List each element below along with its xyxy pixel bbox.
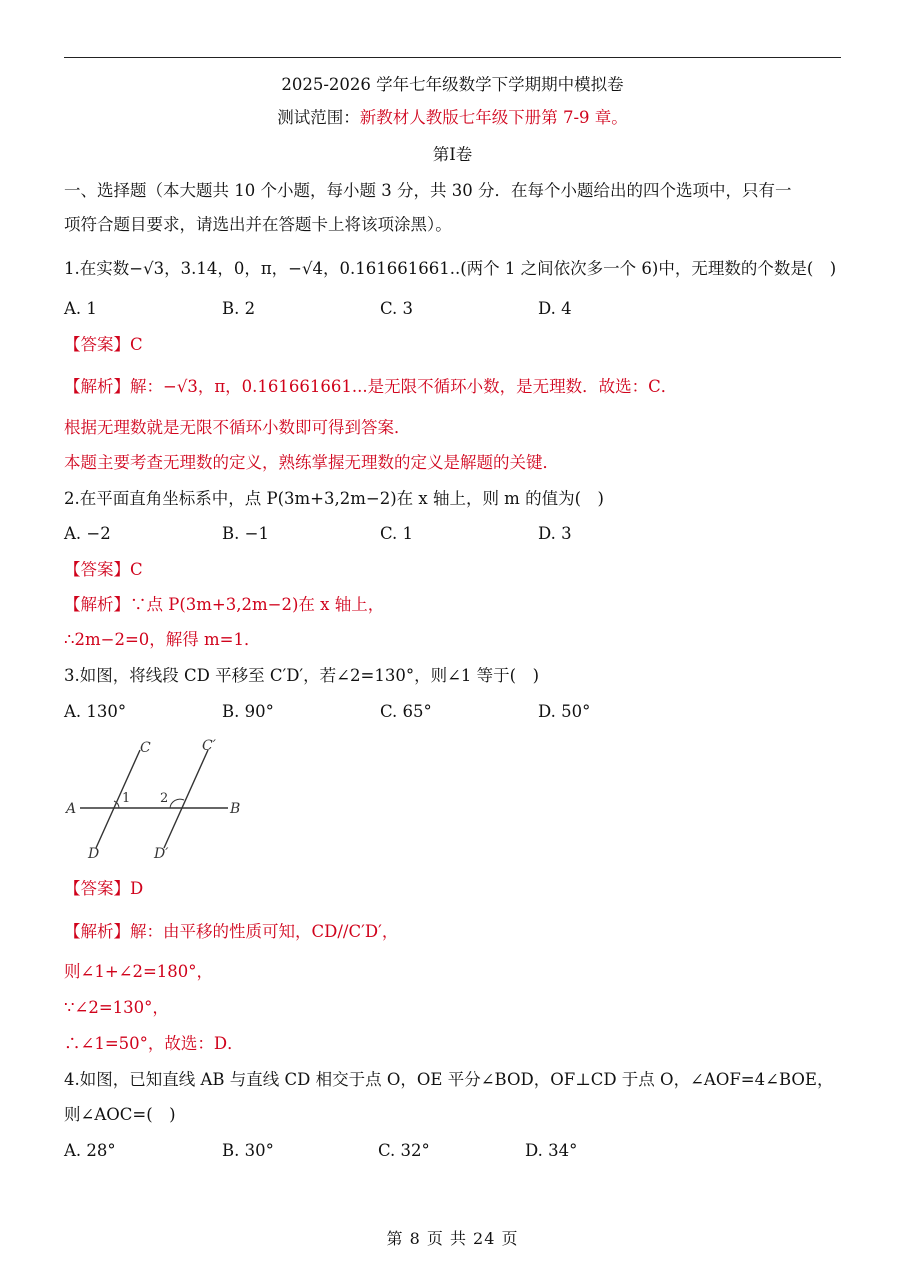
q1-option-c: C. 3 <box>380 299 414 318</box>
q1-option-d: D. 4 <box>538 299 572 318</box>
q1-answer: 【答案】C <box>64 335 143 354</box>
test-scope <box>0 107 905 129</box>
q3-option-b: B. 90° <box>222 702 274 721</box>
q3-answer: 【答案】D <box>64 879 144 898</box>
q1-analysis-line3: 本题主要考查无理数的定义，熟练掌握无理数的定义是解题的关键． <box>64 453 559 472</box>
q3-option-d: D. 50° <box>538 702 591 721</box>
q4-option-b: B. 30° <box>222 1141 274 1160</box>
page-footer: 第 8 页 共 24 页 <box>386 1229 519 1248</box>
label-angle-2: 2 <box>160 791 169 806</box>
q3-option-a: A. 130° <box>64 702 127 721</box>
q2-option-c: C. 1 <box>380 524 414 543</box>
scope-label: 测试范围： <box>277 108 360 127</box>
q2-analysis-line2: ∴2m−2=0，解得 m=1． <box>64 630 261 649</box>
q2-answer: 【答案】C <box>64 560 143 579</box>
segment-c2d2 <box>164 750 208 848</box>
label-c: C <box>140 740 151 756</box>
q3-analysis-line1: 【解析】解：由平移的性质可知，CD//C′D′， <box>64 922 399 941</box>
section-instructions-line2: 项符合题目要求，请选出并在答题卡上将该项涂黑）。 <box>64 215 452 234</box>
q3-option-c: C. 65° <box>380 702 432 721</box>
q2-analysis-line1: 【解析】∵点 P(3m+3,2m−2)在 x 轴上， <box>64 595 385 614</box>
q4-stem-line1: 4.如图，已知直线 AB 与直线 CD 相交于点 O，OE 平分∠BOD，OF⊥CD 于点 O，∠AOF=4∠BOE， <box>64 1070 834 1089</box>
label-d: D <box>88 846 100 862</box>
q3-stem: 3.如图，将线段 CD 平移至 C′D′，若∠2=130°，则∠1 等于( ) <box>64 666 540 685</box>
q1-analysis-line1: 【解析】解：−√3，π，0.161661661...是无限不循环小数，是无理数．故选：C． <box>64 377 678 396</box>
label-c-prime: C′ <box>202 738 216 754</box>
label-a: A <box>66 801 77 817</box>
q1-analysis-line2: 根据无理数就是无限不循环小数即可得到答案． <box>64 418 411 437</box>
q4-stem-line2: 则∠AOC=( ) <box>64 1105 176 1124</box>
exam-title: 2025-2026 学年七年级数学下学期期中模拟卷 <box>281 75 624 94</box>
label-d-prime: D′ <box>154 846 169 862</box>
volume-heading: 第Ⅰ卷 <box>432 145 473 164</box>
q3-analysis-line4: ∴∠1=50°，故选：D． <box>64 1034 244 1053</box>
scope-value: 新教材人教版七年级下册第 7-9 章。 <box>359 108 628 127</box>
translation-figure <box>60 736 260 866</box>
label-b: B <box>230 801 241 817</box>
label-angle-1: 1 <box>122 791 131 806</box>
header-rule <box>64 57 841 58</box>
q1-option-a: A. 1 <box>64 299 97 318</box>
q3-analysis-line3: ∵∠2=130°， <box>64 998 169 1017</box>
q2-stem: 2.在平面直角坐标系中，点 P(3m+3,2m−2)在 x 轴上，则 m 的值为( ) <box>64 489 604 508</box>
q3-analysis-line2: 则∠1+∠2=180°， <box>64 962 214 981</box>
q1-stem: 1.在实数−√3，3.14，0，π，−√4，0.161661661..(两个 1 之间依次多一个 6)中，无理数的个数是( ) <box>64 259 837 278</box>
q2-option-b: B. −1 <box>222 524 269 543</box>
q4-option-a: A. 28° <box>64 1141 116 1160</box>
q4-option-d: D. 34° <box>525 1141 578 1160</box>
q2-option-a: A. −2 <box>64 524 111 543</box>
segment-cd <box>96 750 140 848</box>
section-instructions-line1: 一、选择题（本大题共 10 个小题，每小题 3 分，共 30 分．在每个小题给出的四个选项中，只有一 <box>64 181 792 200</box>
q4-option-c: C. 32° <box>378 1141 430 1160</box>
q1-option-b: B. 2 <box>222 299 256 318</box>
q2-option-d: D. 3 <box>538 524 572 543</box>
